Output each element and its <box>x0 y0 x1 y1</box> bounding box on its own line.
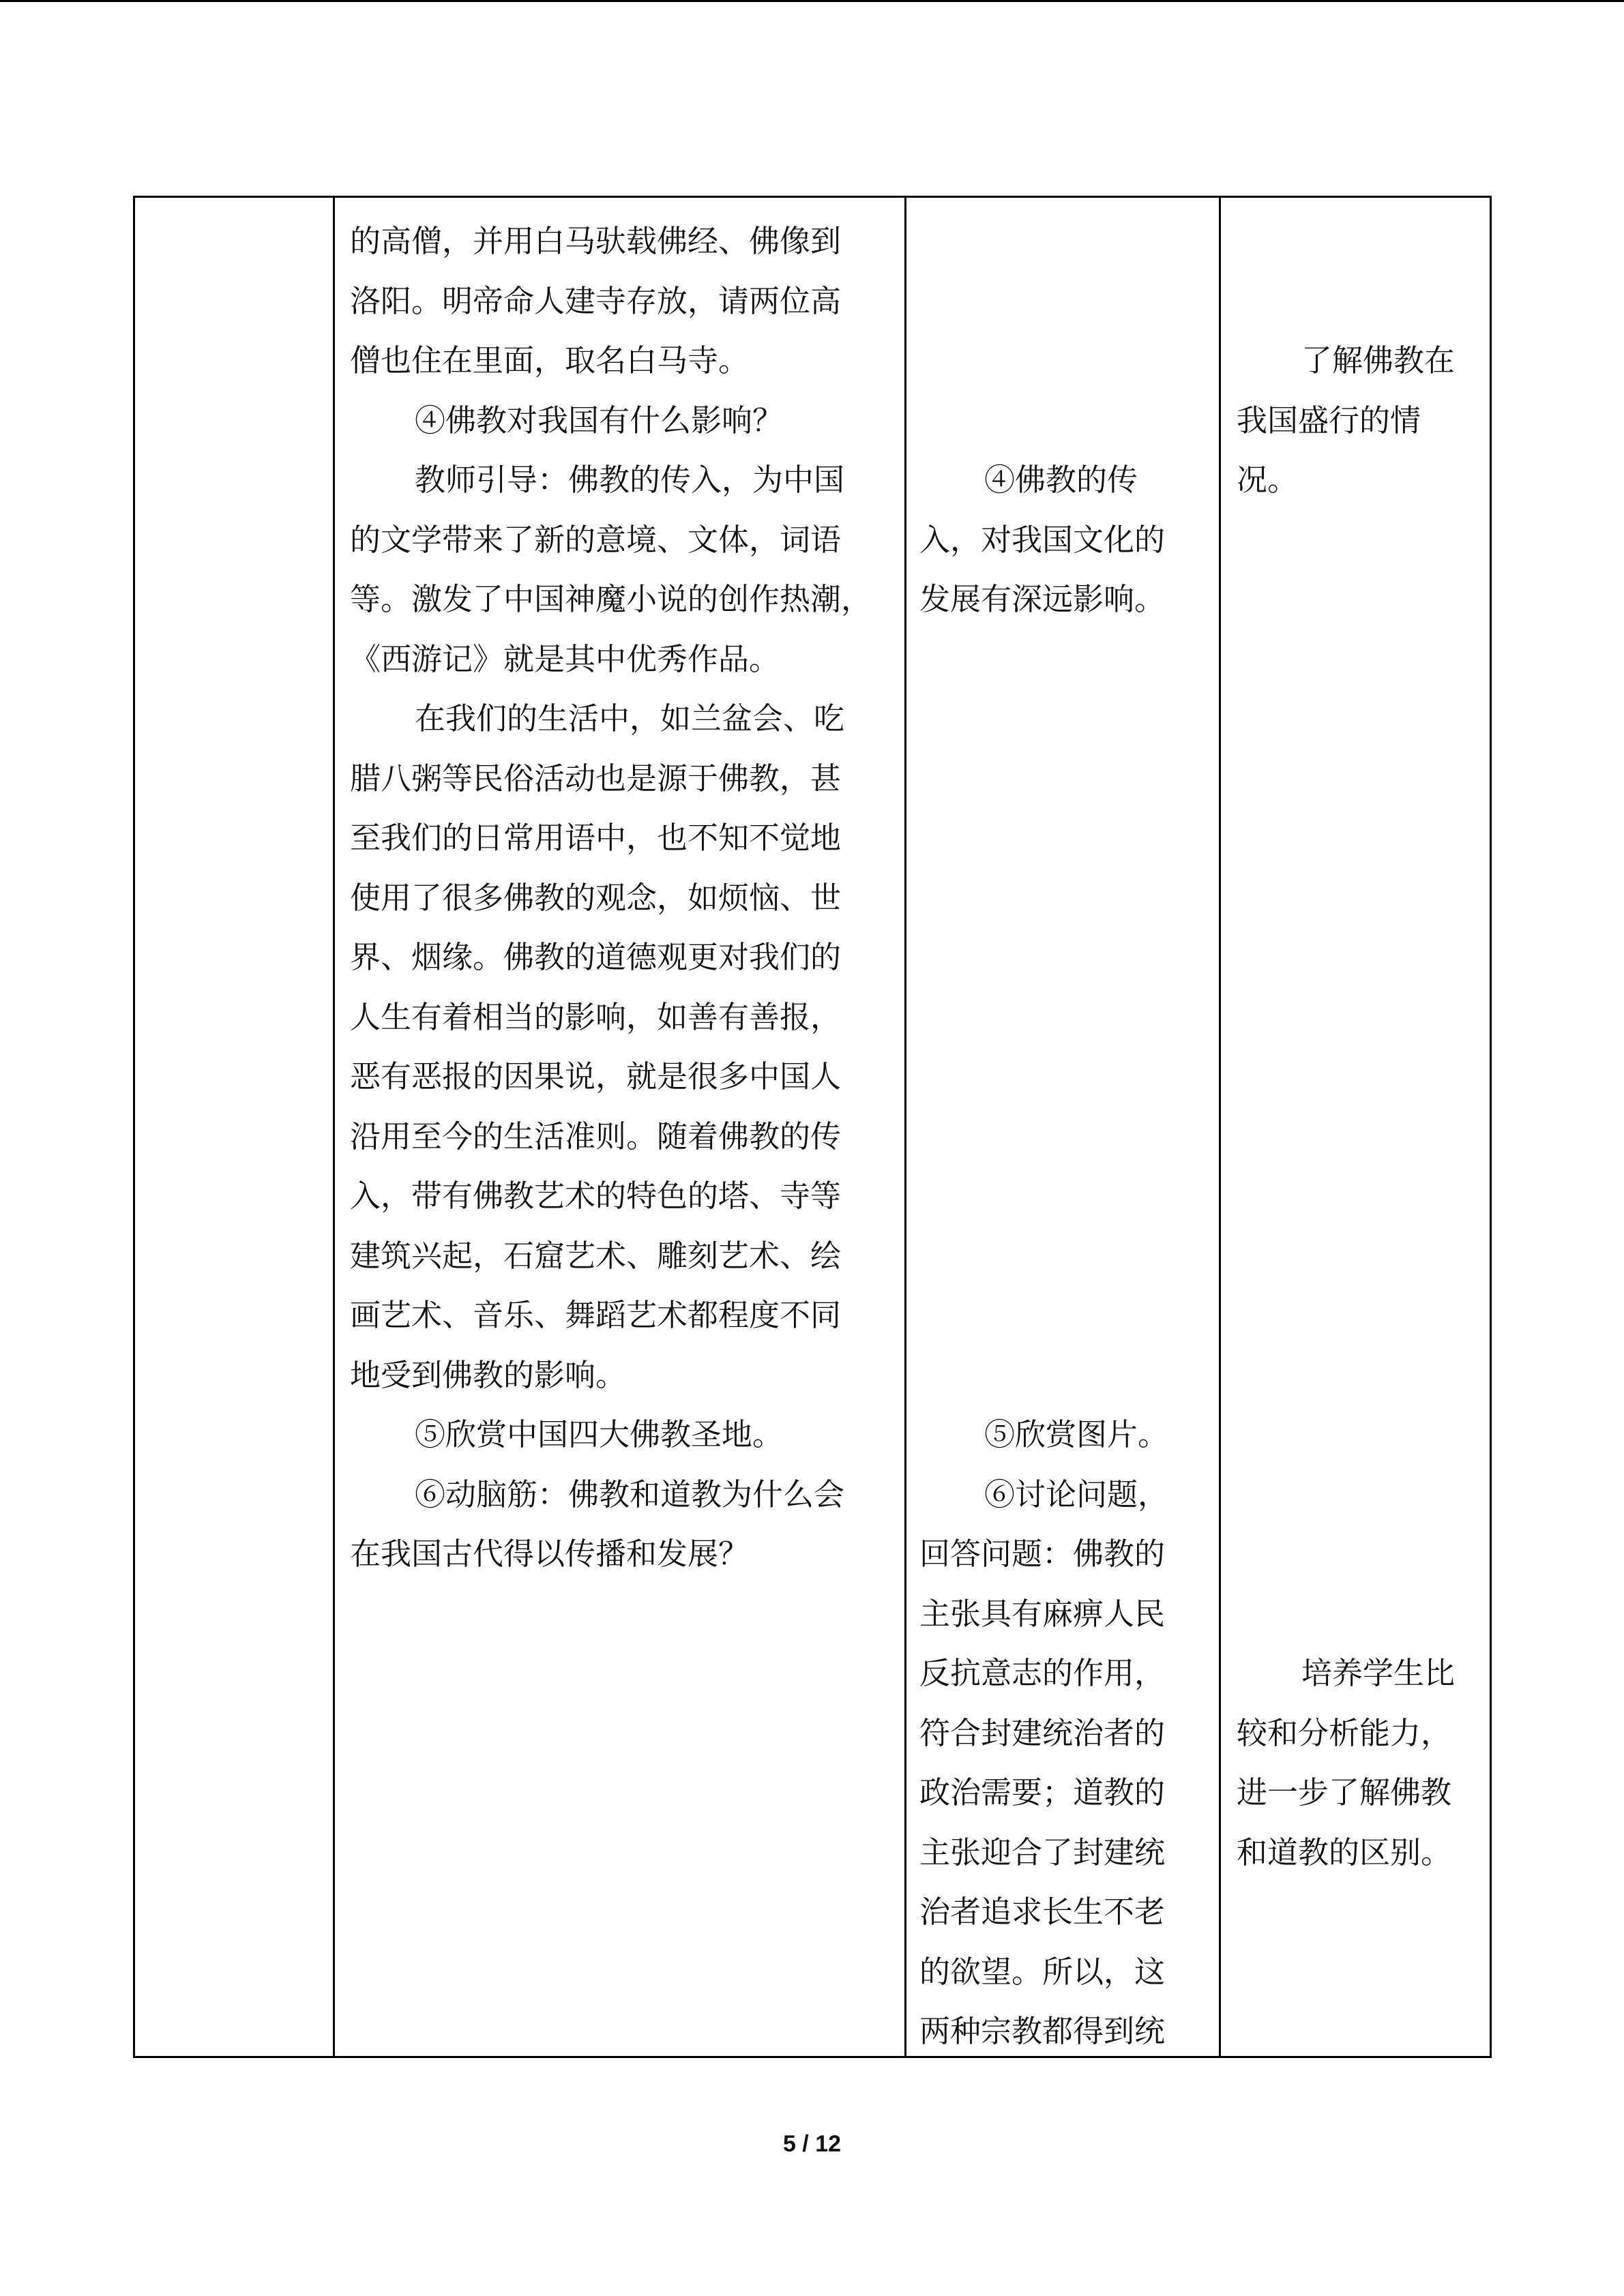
text-line: 洛阳。明帝命人建寺存放，请两位高 <box>350 282 842 319</box>
design-intent-cell <box>1237 211 1482 1882</box>
text-line: 至我们的日常用语中，也不知不觉地 <box>350 820 842 856</box>
text-line: 僧也住在里面，取名白马寺。 <box>350 342 750 378</box>
text-line: 恶有恶报的因果说，就是很多中国人 <box>350 1058 842 1094</box>
text-line: 教师引导：佛教的传入，为中国 <box>415 462 845 498</box>
text-line: 较和分析能力， <box>1237 1714 1452 1751</box>
column-divider-2 <box>904 198 906 2056</box>
spacer <box>919 211 1192 450</box>
text-line: 培养学生比 <box>1301 1655 1456 1691</box>
spacer <box>919 629 1192 1405</box>
question-heading: ⑥动脑筋：佛教和道教为什么会 <box>415 1476 845 1512</box>
text-line: ⑤欣赏图片。 <box>984 1416 1169 1452</box>
student-activity-cell <box>919 211 1192 2061</box>
text-line: 入，带有佛教艺术的特色的塔、寺等 <box>350 1178 842 1214</box>
text-line: ⑥讨论问题， <box>984 1476 1169 1512</box>
text-line: 等。激发了中国神魔小说的创作热潮， <box>350 581 872 617</box>
question-heading: ④佛教对我国有什么影响？ <box>415 402 784 438</box>
lesson-plan-table <box>133 196 1492 2058</box>
spacer <box>1237 510 1482 1644</box>
text-line: ④佛教的传 <box>984 462 1138 498</box>
text-line: 回答问题：佛教的 <box>919 1536 1166 1572</box>
text-line: 和道教的区别。 <box>1237 1834 1452 1870</box>
top-border-line <box>0 0 1624 2</box>
text-line: 我国盛行的情 <box>1237 402 1421 438</box>
text-line: 入，对我国文化的 <box>919 521 1166 558</box>
text-line: 反抗意志的作用， <box>919 1655 1166 1691</box>
text-line: 的文学带来了新的意境、文体，词语 <box>350 521 842 558</box>
question-heading: ⑤欣赏中国四大佛教圣地。 <box>415 1416 784 1452</box>
text-line: 《西游记》就是其中优秀作品。 <box>350 640 780 677</box>
text-line: 的高僧，并用白马驮载佛经、佛像到 <box>350 223 842 259</box>
text-line: 主张具有麻痹人民 <box>919 1595 1166 1632</box>
text-line: 治者追求长生不老 <box>919 1894 1166 1930</box>
text-line: 在我国古代得以传播和发展？ <box>350 1536 750 1572</box>
text-line: 的欲望。所以，这 <box>919 1953 1166 1990</box>
text-line: 腊八粥等民俗活动也是源于佛教，甚 <box>350 760 842 796</box>
text-line: 两种宗教都得到统 <box>919 2013 1166 2049</box>
text-line: 符合封建统治者的 <box>919 1714 1166 1751</box>
text-line: 发展有深远影响。 <box>919 581 1166 617</box>
text-line: 在我们的生活中，如兰盆会、吃 <box>415 700 845 736</box>
text-line: 进一步了解佛教 <box>1237 1774 1452 1810</box>
column-divider-3 <box>1219 198 1221 2056</box>
text-line: 使用了很多佛教的观念，如烦恼、世 <box>350 879 842 916</box>
text-line: 人生有着相当的影响，如善有善报， <box>350 998 842 1035</box>
text-line: 主张迎合了封建统 <box>919 1834 1166 1870</box>
spacer <box>1237 211 1482 331</box>
text-line: 地受到佛教的影响。 <box>350 1356 627 1393</box>
text-line: 画艺术、音乐、舞蹈艺术都程度不同 <box>350 1297 842 1333</box>
text-line: 界、烟缘。佛教的道德观更对我们的 <box>350 939 842 975</box>
page-number: 5 / 12 <box>782 2131 842 2157</box>
text-line: 沿用至今的生活准则。随着佛教的传 <box>350 1118 842 1154</box>
text-line: 况。 <box>1237 462 1299 498</box>
text-line: 建筑兴起，石窟艺术、雕刻艺术、绘 <box>350 1237 842 1274</box>
text-line: 了解佛教在 <box>1301 342 1456 378</box>
teacher-activity-cell <box>350 211 872 1584</box>
column-divider-1 <box>333 198 335 2056</box>
text-line: 政治需要；道教的 <box>919 1774 1166 1810</box>
